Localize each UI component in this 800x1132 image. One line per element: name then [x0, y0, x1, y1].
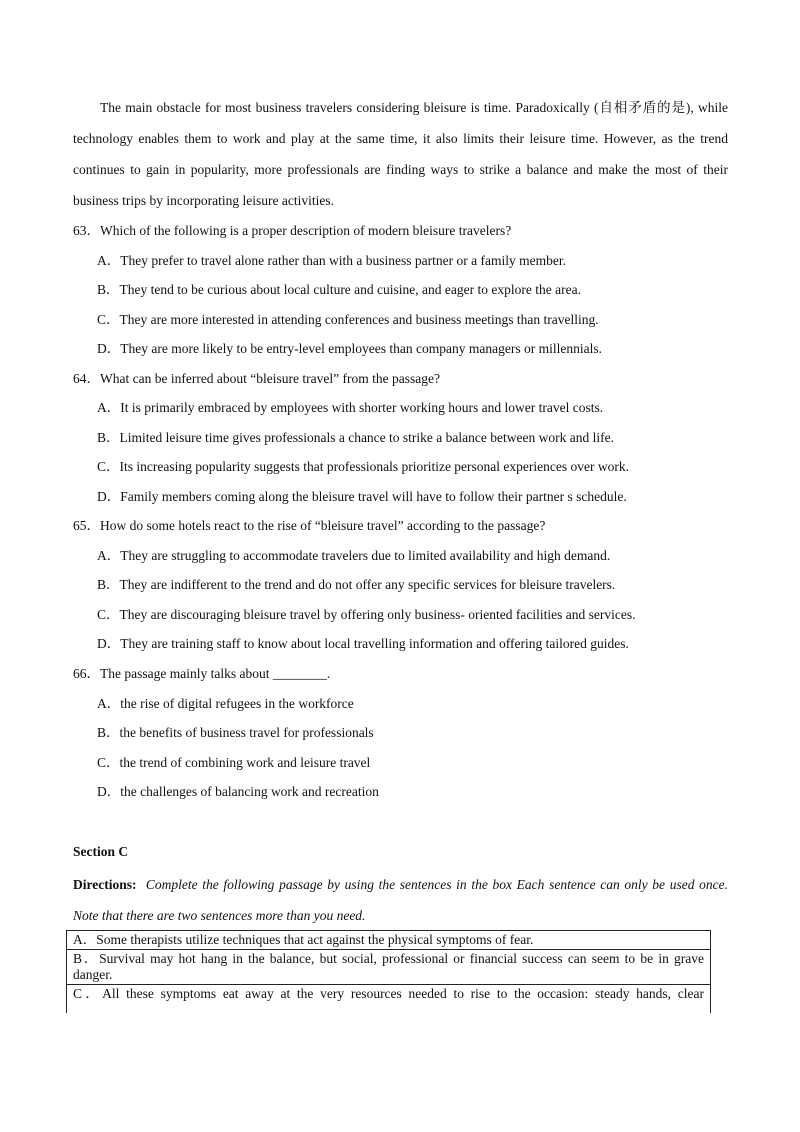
section-heading: Section C	[73, 844, 129, 859]
question-65-option-a: A．They are struggling to accommodate travelers due to limited availability and high demand.	[97, 548, 611, 563]
question-66-stem: 66．The passage mainly talks about ________.	[73, 666, 331, 681]
sentence-box	[66, 930, 711, 1013]
section-directions	[73, 869, 728, 931]
question-63-stem: 63．Which of the following is a proper description of modern bleisure travelers?	[73, 223, 512, 238]
question-63-option-a: A．They prefer to travel alone rather than with a business partner or a family member.	[97, 253, 566, 268]
directions-label: Directions:	[73, 877, 137, 892]
question-66-option-d: D．the challenges of balancing work and recreation	[97, 784, 379, 799]
passage-paragraph	[73, 92, 728, 216]
question-64-option-a: A．It is primarily embraced by employees with shorter working hours and lower travel costs.	[97, 400, 604, 415]
question-64-option-c: C．Its increasing popularity suggests that professionals prioritize personal experiences over work.	[97, 459, 629, 474]
question-64-option-b: B．Limited leisure time gives professionals a chance to strike a balance between work and life.	[97, 430, 614, 445]
question-64-stem: 64．What can be inferred about “bleisure travel” from the passage?	[73, 371, 440, 386]
box-sentence-c: C．All these symptoms eat away at the very resources needed to rise to the occasion: steady hands, clear	[73, 986, 704, 1001]
question-66-option-b: B．the benefits of business travel for professionals	[97, 725, 374, 740]
question-63-option-c: C．They are more interested in attending conferences and business meetings than travelling.	[97, 312, 599, 327]
question-64-option-d: D．Family members coming along the bleisure travel will have to follow their partner s schedule.	[97, 489, 627, 504]
passage-text: The main obstacle for most business travelers considering bleisure is time. Paradoxically (自相矛盾的是), while technology enables them to work and play at the same time, it also limits their leisure time. However, as the trend continues to gain in popularity, more professionals are finding ways to strike a balance and make the most of their business trips by incorporating leisure activities.	[73, 100, 728, 208]
box-sentence-b: B．Survival may hot hang in the balance, but social, professional or financial success can seem to be in grave danger.	[67, 950, 710, 985]
box-sentence-a: A．Some therapists utilize techniques that act against the physical symptoms of fear.	[67, 931, 710, 950]
question-63-option-d: D．They are more likely to be entry-level employees than company managers or millennials.	[97, 341, 602, 356]
question-65-option-d: D．They are training staff to know about local travelling information and offering tailored guides.	[97, 636, 629, 651]
question-65-stem: 65．How do some hotels react to the rise of “bleisure travel” according to the passage?	[73, 518, 546, 533]
question-66-option-a: A．the rise of digital refugees in the workforce	[97, 696, 354, 711]
question-65-option-c: C．They are discouraging bleisure travel by offering only business- oriented facilities and services.	[97, 607, 636, 622]
directions-text: Complete the following passage by using the sentences in the box Each sentence can only be used once. Note that there are two sentences more than you need.	[73, 877, 728, 923]
question-66-option-c: C．the trend of combining work and leisure travel	[97, 755, 371, 770]
question-63-option-b: B．They tend to be curious about local culture and cuisine, and eager to explore the area.	[97, 282, 581, 297]
question-65-option-b: B．They are indifferent to the trend and do not offer any specific services for bleisure travelers.	[97, 577, 616, 592]
